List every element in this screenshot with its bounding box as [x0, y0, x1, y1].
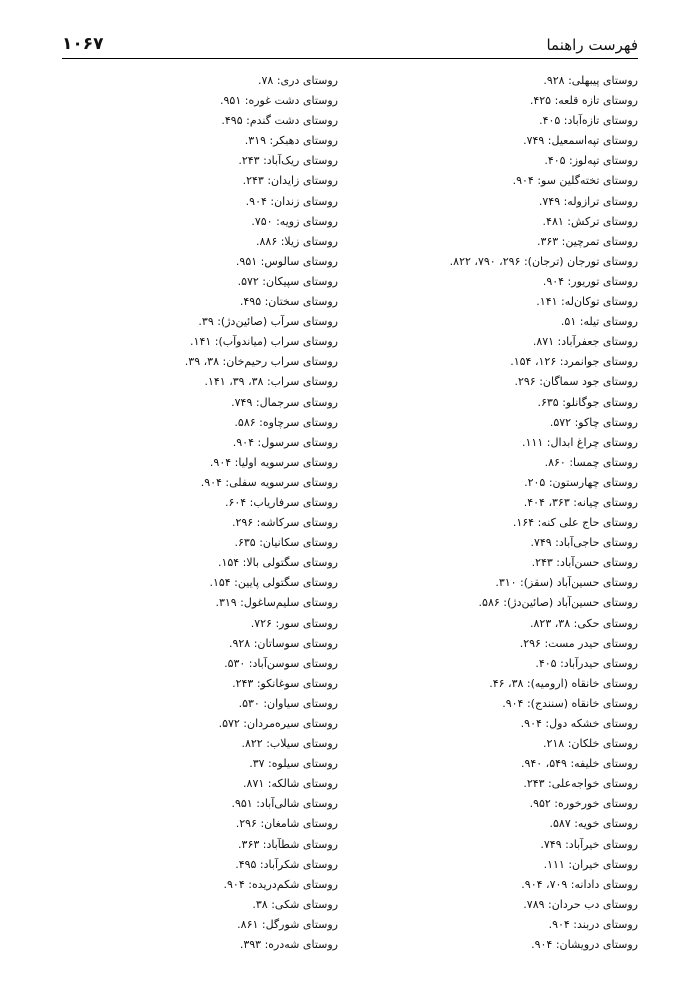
index-entry: روستای حسین‌آباد (صائین‌دژ): ۵۸۶. — [478, 596, 638, 610]
index-entry: روستای حکی: ۳۸، ۸۲۳. — [530, 616, 638, 630]
index-entry: روستای پیبهلی: ۹۲۸. — [543, 74, 638, 87]
index-entry: روستای سپیکان: ۵۷۲. — [237, 274, 338, 288]
index-entry: روستای شطآباد: ۳۶۳. — [238, 837, 338, 851]
index-entry: روستای سرسویه اولیا: ۹۰۴. — [209, 455, 338, 469]
index-column-left — [53, 71, 338, 955]
index-entry: روستای حاج علی کنه: ۱۶۴. — [512, 516, 638, 530]
index-entry: روستای حیدر مست: ۲۹۶. — [519, 636, 638, 650]
index-entry: روستای زندان: ۹۰۴. — [245, 194, 338, 208]
index-entry: روستای درویشان: ۹۰۴. — [531, 938, 638, 952]
index-entry: روستای سوغانکو: ۲۴۳. — [232, 676, 338, 690]
index-entry: روستای سراب (میاندوآب): ۱۴۱. — [190, 335, 338, 349]
page-number: ۱۰۶۷ — [62, 34, 104, 54]
index-entry: روستای خواجه‌علی: ۲۴۳. — [523, 777, 638, 791]
index-entry: روستای جعفرآباد: ۸۷۱. — [532, 335, 638, 349]
index-entry: روستای سرسول: ۹۰۴. — [232, 435, 338, 449]
index-entry: روستای سکانیان: ۶۳۵. — [234, 536, 338, 550]
index-entry: روستای سگتولی بالا: ۱۵۴. — [217, 556, 338, 570]
index-entry: روستای جود سماگان: ۲۹۶. — [514, 375, 638, 389]
index-entry: روستای شامغان: ۲۹۶. — [235, 817, 338, 831]
index-entry: روستای سالوس: ۹۵۱. — [235, 254, 338, 268]
index-entry: روستای شکی: ۳۸. — [252, 897, 338, 911]
index-entry: روستای زویه: ۷۵۰. — [251, 214, 338, 228]
index-entry: روستای دری: ۷۸. — [258, 74, 338, 87]
index-entry: روستای خورخوره: ۹۵۲. — [529, 797, 638, 811]
index-entry: روستای سرچاوه: ۵۸۶. — [234, 415, 338, 429]
index-entry: روستای تپه‌لوز: ۴۰۵. — [544, 154, 638, 168]
index-entry: روستای خیرآباد: ۷۴۹. — [540, 837, 638, 851]
header-rule — [62, 58, 638, 59]
index-entry: روستای ریک‌آباد: ۲۴۳. — [238, 154, 338, 168]
index-entry: روستای زیلا: ۸۸۶. — [256, 234, 338, 248]
index-entry: روستای جوانمرد: ۱۲۶، ۱۵۴. — [510, 355, 638, 369]
index-entry: روستای سور: ۷۲۶. — [250, 616, 338, 630]
index-entry: روستای حسن‌آباد: ۲۴۳. — [531, 556, 638, 570]
index-entry: روستای تخته‌گلین سو: ۹۰۴. — [512, 174, 638, 188]
page-title: فهرست راهنما — [546, 36, 638, 54]
index-entry: روستای دهبکر: ۳۱۹. — [244, 134, 338, 148]
index-entry: روستای دربند: ۹۰۴. — [548, 917, 638, 931]
index-entry: روستای سختان: ۴۹۵. — [239, 295, 338, 309]
index-entry: روستای تیله: ۵۱. — [560, 315, 638, 329]
index-entry: روستای خشکه دول: ۹۰۴. — [520, 717, 638, 730]
index-entry: روستای جوگانلو: ۶۳۵. — [537, 395, 638, 409]
index-entry: روستای ترکش: ۴۸۱. — [542, 214, 638, 228]
index-entry: روستای تازه‌آباد: ۴۰۵. — [539, 114, 638, 128]
index-entry: روستای توریور: ۹۰۴. — [542, 274, 638, 288]
index-entry: روستای ترازوله: ۷۴۹. — [538, 194, 638, 208]
index-entry: روستای سرفاریاب: ۶۰۴. — [224, 495, 338, 509]
index-column-right — [353, 71, 638, 955]
index-entry: روستای دادانه: ۷۰۹، ۹۰۴. — [521, 877, 638, 891]
index-entry: روستای زایدان: ۲۴۳. — [242, 174, 338, 188]
index-entry: روستای سرجمال: ۷۴۹. — [231, 395, 338, 409]
index-entry: روستای خیران: ۱۱۱. — [543, 857, 638, 871]
index-entry: روستای شه‌دره: ۳۹۳. — [239, 938, 338, 952]
index-entry: روستای سوساتان: ۹۲۸. — [228, 636, 338, 650]
index-entry: روستای خلکان: ۲۱۸. — [542, 737, 638, 751]
index-entry: روستای سلیم‌ساغول: ۳۱۹. — [215, 596, 338, 610]
index-entry: روستای خانقاه (ارومیه): ۳۸، ۴۶. — [489, 676, 638, 690]
index-entry: روستای چراغ ابدال: ۱۱۱. — [522, 435, 638, 449]
index-entry: روستای چیانه: ۳۶۳، ۴۰۴. — [523, 495, 638, 509]
index-entry: روستای حیدرآباد: ۴۰۵. — [535, 656, 638, 670]
index-entry: روستای حسین‌آباد (سقز): ۳۱۰. — [495, 576, 638, 590]
index-entry: روستای سیاوان: ۵۳۰. — [238, 696, 338, 710]
index-entry: روستای سرآب (صائین‌دژ): ۳۹. — [198, 315, 338, 329]
index-entry: روستای دشت غوره: ۹۵۱. — [220, 94, 338, 108]
index-entry: روستای خانقاه (سنندج): ۹۰۴. — [502, 696, 638, 710]
page-header — [62, 34, 638, 60]
index-entry: روستای سیلاب: ۸۲۲. — [241, 737, 338, 751]
index-entry: روستای خویه: ۵۸۷. — [549, 817, 638, 831]
index-entry: روستای چمسا: ۸۶۰. — [544, 455, 638, 469]
index-entry: روستای شورگل: ۸۶۱. — [237, 917, 338, 931]
index-entry: روستای سگتولی پایین: ۱۵۴. — [209, 576, 338, 590]
index-entry: روستای تپه‌اسمعیل: ۷۴۹. — [523, 134, 638, 148]
index-entry: روستای دشت گندم: ۴۹۵. — [221, 114, 338, 128]
index-entry: روستای سرسویه سفلی: ۹۰۴. — [200, 475, 338, 489]
index-entry: روستای سراب رحیم‌خان: ۳۸، ۳۹. — [184, 355, 338, 369]
index-entry: روستای دب حردان: ۷۸۹. — [523, 897, 638, 911]
index-entry: روستای سراب: ۳۸، ۳۹، ۱۴۱. — [204, 375, 338, 389]
index-entry: روستای سیلوه: ۳۷. — [249, 757, 338, 771]
index-entry: روستای سیره‌مردان: ۵۷۲. — [218, 717, 338, 730]
index-entry: روستای خلیفه: ۵۴۹، ۹۴۰. — [520, 757, 638, 771]
index-entry: روستای شکم‌دریده: ۹۰۴. — [223, 877, 338, 891]
index-entry: روستای تمرچین: ۳۶۳. — [536, 234, 638, 248]
index-entry: روستای شالکه: ۸۷۱. — [243, 777, 338, 791]
index-entry: روستای شکرآباد: ۴۹۵. — [235, 857, 338, 871]
index-entry: روستای سرکاشه: ۲۹۶. — [231, 516, 338, 530]
index-entry: روستای چاکو: ۵۷۲. — [549, 415, 638, 429]
index-entry: روستای تازه قلعه: ۴۲۵. — [529, 94, 638, 108]
index-entry: روستای تورجان (ترجان): ۲۹۶، ۷۹۰، ۸۲۲. — [449, 254, 638, 268]
index-entry: روستای حاجی‌آباد: ۷۴۹. — [530, 536, 638, 550]
index-entry: روستای چهارستون: ۲۰۵. — [524, 475, 638, 489]
index-entry: روستای شالی‌آباد: ۹۵۱. — [231, 797, 338, 811]
index-entry: روستای سوسن‌آباد: ۵۳۰. — [224, 656, 338, 670]
index-entry: روستای توکان‌له: ۱۴۱. — [536, 295, 638, 309]
